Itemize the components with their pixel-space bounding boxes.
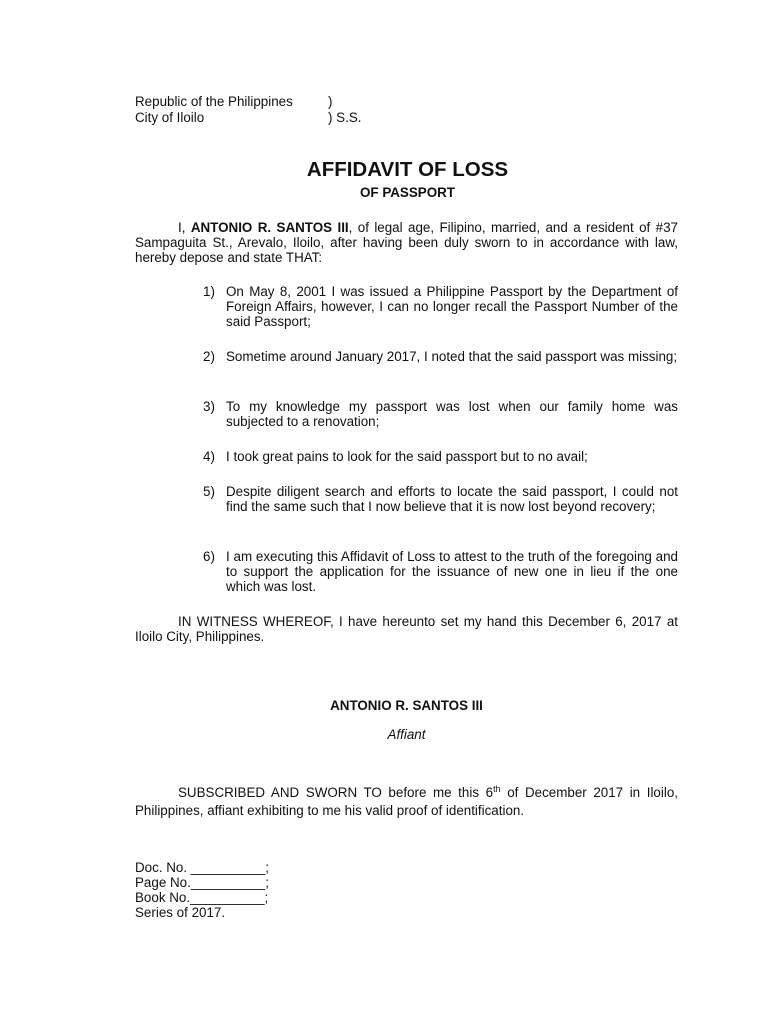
statement-number: 3)	[203, 399, 215, 414]
document-title: AFFIDAVIT OF LOSS	[306, 158, 509, 181]
statement-text: I am executing this Affidavit of Loss to attest to the truth of the foregoing and to support the application for the issuance of new one in lieu if the one which was lost.	[226, 549, 678, 594]
statement-text: On May 8, 2001 I was issued a Philippine Passport by the Department of Foreign Affairs, however, I can no longer recall the Passport Number of the said Passport;	[226, 284, 678, 329]
statement-number: 2)	[203, 349, 215, 364]
affiant-name-intro: ANTONIO R. SANTOS III	[190, 220, 349, 235]
statement-item	[203, 484, 678, 514]
notarial-register	[135, 860, 269, 920]
statement-number: 5)	[203, 484, 215, 499]
venue-paren-1: )	[328, 94, 333, 109]
doc-number-line: Doc. No. __________;	[135, 860, 270, 875]
affiant-signature-name: ANTONIO R. SANTOS III	[330, 698, 483, 713]
statement-text: I took great pains to look for the said passport but to no avail;	[226, 449, 588, 464]
jurat-after: of December 2017 in Iloilo, Philippines, affiant exhibiting to me his valid proof of identification.	[135, 785, 678, 818]
book-number-line: Book No.__________;	[135, 890, 269, 905]
statement-text: Despite diligent search and efforts to locate the said passport, I could not find the same such that I now believe that it is now lost beyond recovery;	[226, 484, 678, 514]
statement-number: 1)	[203, 284, 215, 299]
affiant-label: Affiant	[387, 727, 426, 742]
venue-line-republic	[135, 94, 333, 109]
venue-city-text: City of Iloilo	[135, 110, 205, 125]
witness-paragraph: IN WITNESS WHEREOF, I have hereunto set my hand this December 6, 2017 at Iloilo City, Philippines.	[135, 614, 678, 644]
venue-line-city	[135, 110, 362, 125]
statement-item	[203, 349, 678, 364]
venue-republic-text: Republic of the Philippines	[135, 94, 293, 109]
statement-number: 6)	[203, 549, 215, 564]
statement-number: 4)	[203, 449, 215, 464]
document-subtitle: OF PASSPORT	[360, 185, 455, 200]
page-number-line: Page No.__________;	[135, 875, 270, 890]
jurat-paragraph	[135, 784, 678, 820]
statement-item	[203, 284, 678, 329]
statement-text: To my knowledge my passport was lost when our family home was subjected to a renovation;	[226, 399, 678, 429]
jurat-before: SUBSCRIBED AND SWORN TO before me this 6	[178, 785, 494, 800]
series-line: Series of 2017.	[135, 905, 226, 920]
statement-text: Sometime around January 2017, I noted that the said passport was missing;	[226, 349, 678, 364]
intro-paragraph	[135, 220, 678, 265]
intro-prefix: I,	[178, 220, 191, 235]
statement-item	[203, 399, 678, 429]
intro-rest: , of legal age, Filipino, married, and a resident of #37 Sampaguita St., Arevalo, Iloilo, after having been duly sworn to in accordance with law, hereby depose and state THAT:	[135, 220, 678, 265]
statement-item	[203, 449, 678, 464]
venue-ss: ) S.S.	[328, 110, 362, 125]
jurat-ordinal-suffix: th	[493, 784, 501, 794]
statement-item	[203, 549, 678, 594]
